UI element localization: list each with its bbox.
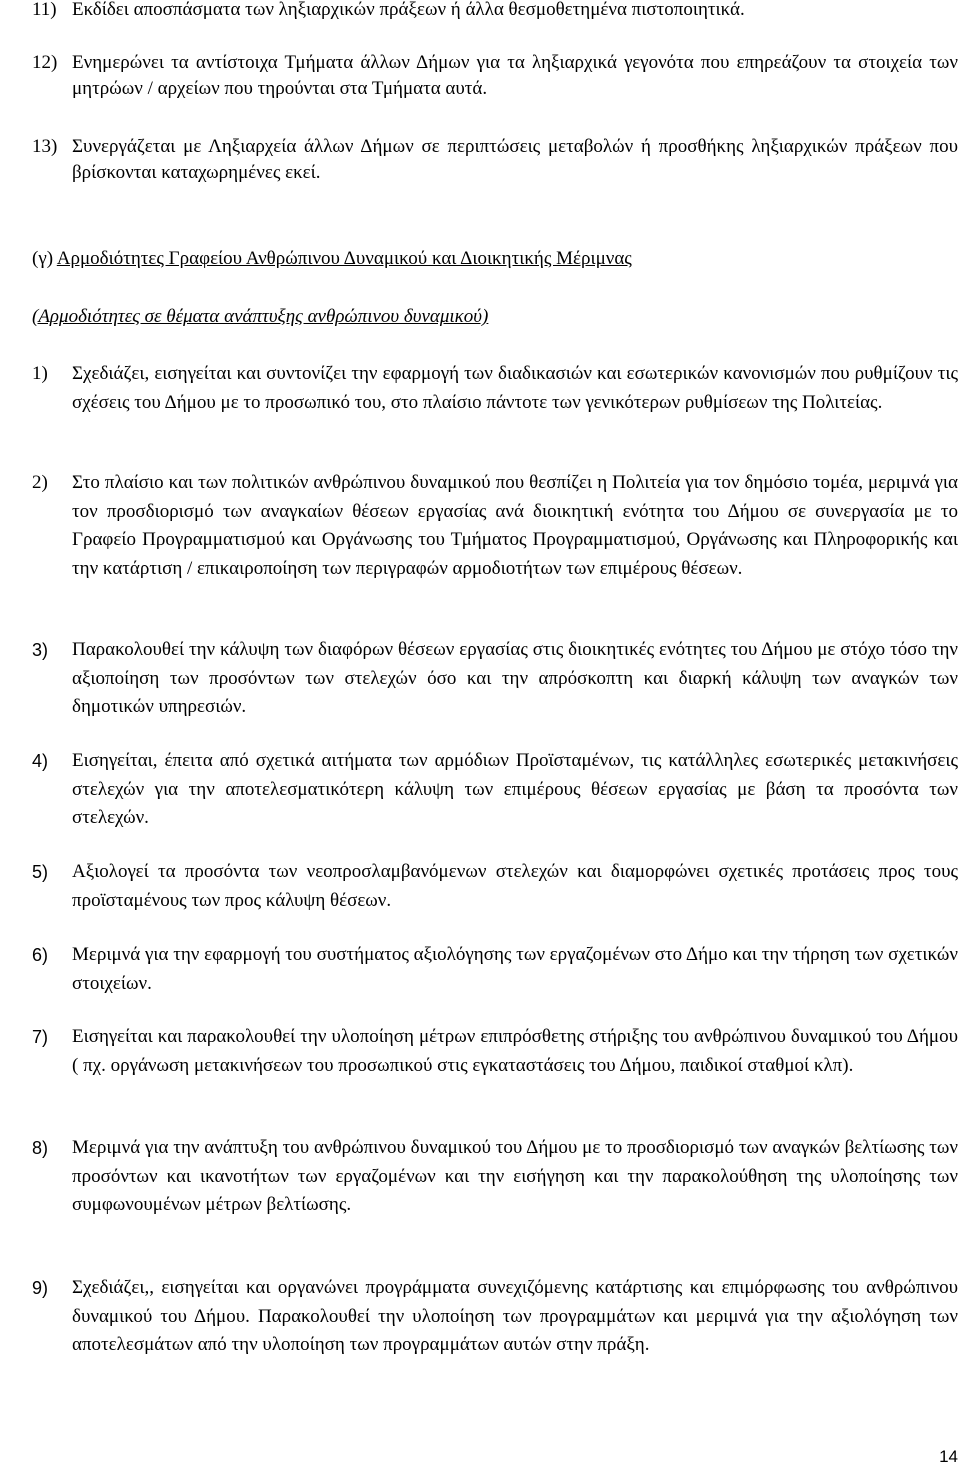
list-item-3: [32, 636, 958, 722]
list-item-text: Εκδίδει αποσπάσματα των ληξιαρχικών πράξεων ή άλλα θεσμοθετημένα πιστοποιητικά.: [72, 0, 745, 20]
section-prefix: (γ): [32, 248, 54, 269]
list-item-8: [32, 1134, 958, 1220]
list-item-text: Ενημερώνει τα αντίστοιχα Τμήματα άλλων Δήμων για τα ληξιαρχικά γεγονότα που επηρεάζουν τα στοιχεία των μητρώων / αρχείων που τηρούνται στα Τμήματα αυτά.: [72, 52, 958, 99]
list-item-number: 1): [32, 363, 48, 384]
list-item-7: [32, 1023, 958, 1080]
list-item-4: [32, 747, 958, 833]
list-item-number: 9): [32, 1278, 49, 1298]
list-item-text: Συνεργάζεται με Ληξιαρχεία άλλων Δήμων σε περιπτώσεις μεταβολών ή προσθήκης ληξιαρχικών πράξεων που βρίσκονται καταχωρημένες εκεί.: [72, 136, 958, 183]
list-item-6: [32, 941, 958, 998]
list-item-number: 11): [32, 0, 57, 20]
list-item-number: 12): [32, 52, 58, 73]
list-item-1: [32, 360, 958, 417]
list-item-text: Μεριμνά για την εφαρμογή του συστήματος αξιολόγησης των εργαζομένων στο Δήμο και την τήρηση των σχετικών στοιχείων.: [72, 944, 958, 994]
list-item-number: 7): [32, 1027, 49, 1047]
list-item-11: [32, 0, 958, 23]
section-heading: [32, 245, 958, 273]
list-item-number: 6): [32, 945, 49, 965]
list-item-number: 2): [32, 472, 48, 493]
list-item-number: 4): [32, 751, 49, 771]
list-item-5: [32, 858, 958, 915]
list-item-text: Αξιολογεί τα προσόντα των νεοπροσλαμβανόμενων στελεχών και διαμορφώνει σχετικές προτάσεις προς τους προϊσταμένους των προς κάλυψη θέσεων.: [72, 861, 958, 911]
list-item-13: [32, 134, 958, 185]
list-item-number: 3): [32, 640, 49, 660]
list-item-12: [32, 50, 958, 101]
list-item-9: [32, 1274, 958, 1360]
list-item-text: Εισηγείται και παρακολουθεί την υλοποίηση μέτρων επιπρόσθετης στήριξης του ανθρώπινου δυναμικού του Δήμου ( πχ. οργάνωση μετακινήσεων του προσωπικού στις εγκαταστάσεις του Δήμου, παιδικοί σταθμοί κλπ).: [72, 1026, 958, 1076]
list-item-number: 8): [32, 1138, 49, 1158]
section-title: Αρμοδιότητες Γραφείου Ανθρώπινου Δυναμικού και Διοικητικής Μέριμνας: [56, 248, 632, 269]
list-item-text: Σχεδιάζει,, εισηγείται και οργανώνει προγράμματα συνεχιζόμενης κατάρτισης και επιμόρφωσης του ανθρώπινου δυναμικού του Δήμου. Παρακολουθεί την υλοποίηση των προγραμμάτων και μεριμνά για την αξιολόγηση των αποτελεσμάτων από την υλοποίηση των προγραμμάτων αυτών στην πράξη.: [72, 1277, 958, 1355]
list-item-text: Παρακολουθεί την κάλυψη των διαφόρων θέσεων εργασίας στις διοικητικές ενότητες του Δήμου με στόχο τόσο την αξιοποίηση των προσόντων των στελεχών όσο και την απρόσκοπτη και διαρκή κάλυψη των αναγκών των δημοτικών υπηρεσιών.: [72, 639, 958, 717]
list-item-number: 5): [32, 862, 49, 882]
list-item-text: Εισηγείται, έπειτα από σχετικά αιτήματα των αρμόδιων Προϊσταμένων, τις κατάλληλες εσωτερικές μετακινήσεις στελεχών για την αποτελεσματικότερη κάλυψη των επιμέρους θέσεων εργασίας με βάση τα προσόντα των στελεχών.: [72, 750, 958, 828]
list-item-text: Μεριμνά για την ανάπτυξη του ανθρώπινου δυναμικού του Δήμου με το προσδιορισμό των αναγκών βελτίωσης των προσόντων και ικανοτήτων των εργαζομένων και την εισήγηση και την παρακολούθηση της υλοποίησης των συμφωνουμένων μέτρων βελτίωσης.: [72, 1137, 958, 1215]
section-subtitle: (Αρμοδιότητες σε θέματα ανάπτυξης ανθρώπινου δυναμικού): [32, 306, 489, 327]
list-item-text: Σχεδιάζει, εισηγείται και συντονίζει την εφαρμογή των διαδικασιών και εσωτερικών κανονισμών που ρυθμίζουν τις σχέσεις του Δήμου με το προσωπικό του, στο πλαίσιο πάντοτε των γενικότερων ρυθμίσεων της Πολιτείας.: [72, 363, 958, 413]
page-number: 14: [939, 1447, 958, 1466]
list-item-2: [32, 469, 958, 583]
list-item-number: 13): [32, 136, 58, 157]
list-item-text: Στο πλαίσιο και των πολιτικών ανθρώπινου δυναμικού που θεσπίζει η Πολιτεία για τον δημόσιο τομέα, μεριμνά για τον προσδιορισμό των αναγκαίων θέσεων εργασίας ανά διοικητική ενότητα του Δήμου σε συνεργασία με το Γραφείο Προγραμματισμού και Οργάνωσης του Τμήματος Προγραμματισμού, Οργάνωσης και Πληροφορικής και την κατάρτιση / επικαιροποίηση των περιγραφών αρμοδιοτήτων των επιμέρους θέσεων.: [72, 472, 958, 579]
